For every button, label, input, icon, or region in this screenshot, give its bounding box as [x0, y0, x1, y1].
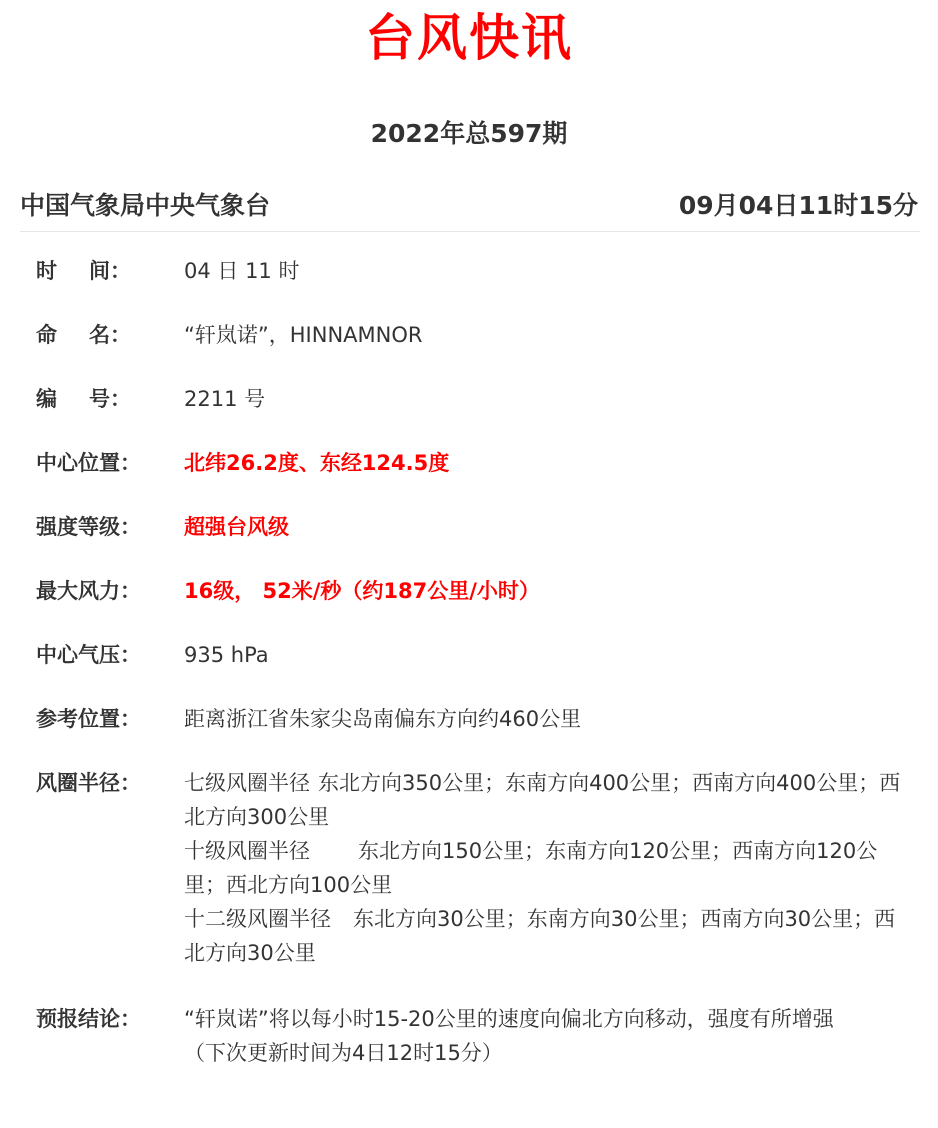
field-value: “轩岚诺”，HINNAMNOR: [184, 323, 423, 347]
field-label: [36, 382, 184, 416]
wind-radius-title: 七级风圈半径: [184, 771, 310, 795]
field-value: 04 日 11 时: [184, 259, 300, 283]
field-value: 2211 号: [184, 387, 266, 411]
forecast-text: “轩岚诺”将以每小时15-20公里的速度向偏北方向移动，强度有所增强: [184, 1007, 834, 1031]
field-value: 16级， 52米/秒（约187公里/小时）: [184, 579, 540, 603]
wind-radius-line: [184, 834, 916, 902]
field-label: 参考位置：: [36, 707, 141, 731]
wind-radius-title: 十二级风圈半径: [184, 907, 331, 931]
field-label-part: 命: [36, 323, 57, 347]
field-label-part: 名：: [89, 323, 131, 347]
wind-radius-title: 十级风圈半径: [184, 839, 310, 863]
next-update-note: （下次更新时间为4日12时15分）: [184, 1041, 503, 1065]
field-label: [36, 318, 184, 352]
wind-radius-text: 东北方向30公里；东南方向30公里；西南方向30公里；西北方向30公里: [184, 907, 896, 965]
field-intensity: [36, 510, 916, 544]
agency-row: [20, 186, 918, 222]
bulletin-fields: [36, 254, 916, 1100]
field-label-part: 号：: [89, 387, 131, 411]
field-label-part: 间：: [89, 259, 131, 283]
field-label: 预报结论：: [36, 1007, 141, 1031]
wind-radius-text: 东北方向350公里；东南方向400公里；西南方向400公里；西北方向300公里: [184, 771, 901, 829]
field-label: 最大风力：: [36, 579, 141, 603]
field-label: 中心气压：: [36, 643, 141, 667]
field-wind-radius: [36, 766, 916, 970]
field-forecast: [36, 1002, 916, 1070]
field-label: [36, 254, 184, 288]
issue-datetime: 09月04日11时15分: [678, 191, 918, 220]
field-reference-position: [36, 702, 916, 736]
field-label-part: 时: [36, 259, 57, 283]
field-value: 超强台风级: [184, 515, 289, 539]
field-center-position: [36, 446, 916, 480]
header-divider: [20, 231, 920, 232]
field-number: [36, 382, 916, 416]
field-time: [36, 254, 916, 288]
field-label: 风圈半径：: [36, 771, 141, 795]
field-pressure: [36, 638, 916, 672]
agency-name: 中国气象局中央气象台: [20, 191, 271, 220]
field-label: 中心位置：: [36, 451, 141, 475]
wind-radius-line: [184, 902, 916, 970]
field-label-part: 编: [36, 387, 57, 411]
field-value: 935 hPa: [184, 643, 269, 667]
field-value: 距离浙江省朱家尖岛南偏东方向约460公里: [184, 707, 582, 731]
field-value: [184, 1002, 916, 1070]
page-title: 台风快讯: [365, 9, 573, 67]
field-value: [184, 766, 916, 970]
field-label: 强度等级：: [36, 515, 141, 539]
wind-radius-line: [184, 766, 916, 834]
field-max-wind: [36, 574, 916, 608]
field-value: 北纬26.2度、东经124.5度: [184, 451, 450, 475]
field-name: [36, 318, 916, 352]
wind-radius-text: 东北方向150公里；东南方向120公里；西南方向120公里；西北方向100公里: [184, 839, 878, 897]
issue-number: 2022年总597期: [370, 119, 568, 148]
